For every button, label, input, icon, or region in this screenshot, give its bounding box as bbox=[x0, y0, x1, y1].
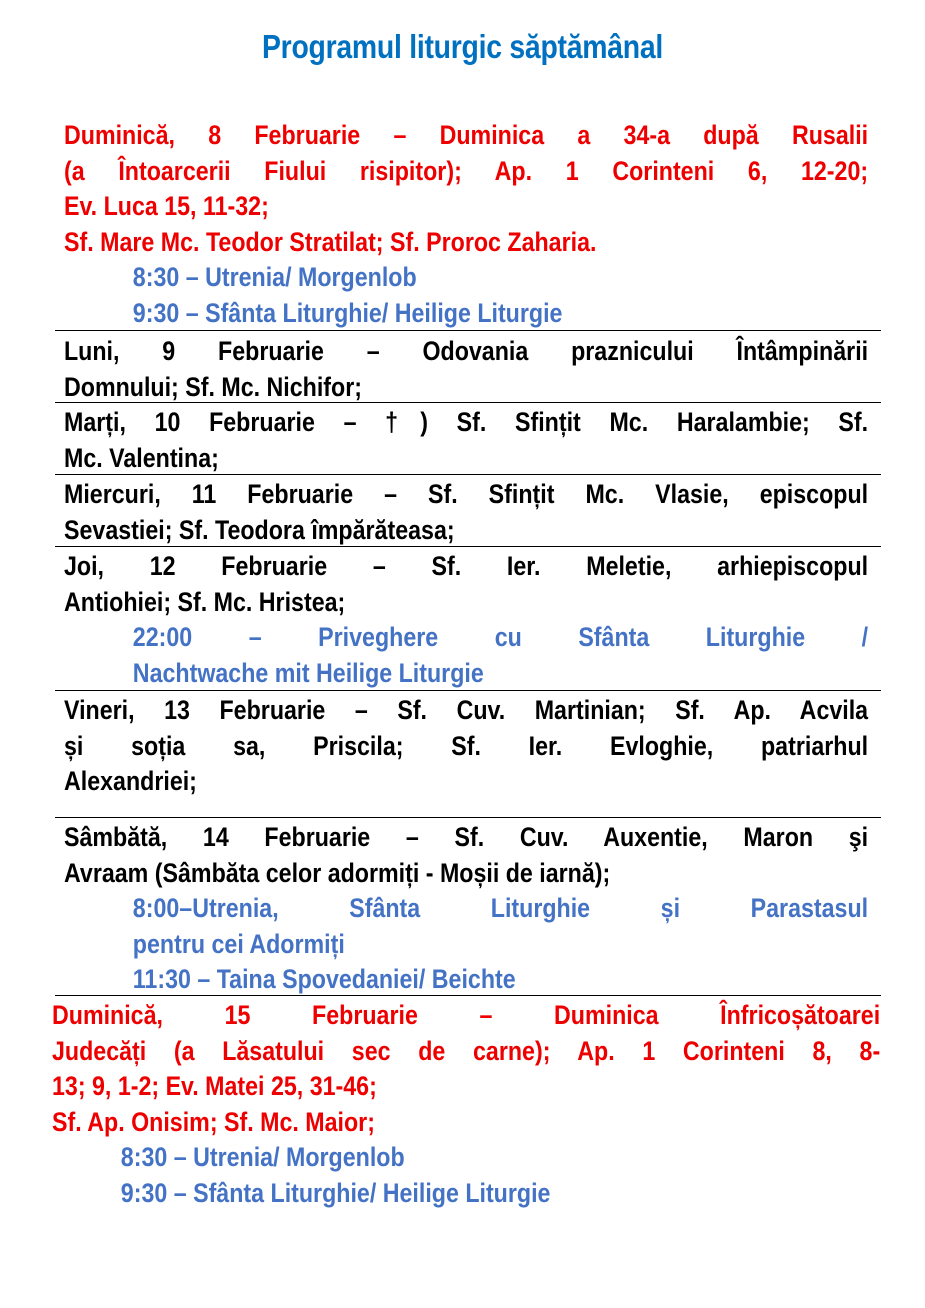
day-entry-wednesday-11 bbox=[64, 477, 868, 548]
day-entry-sunday-15 bbox=[52, 998, 880, 1211]
day-entry-friday-13 bbox=[64, 693, 868, 800]
day-line: Sâmbătă, 14 Februarie – Sf. Cuv. Auxentie, Maron şi bbox=[64, 822, 869, 852]
service-line: 9:30 – Sfânta Liturghie/ Heilige Liturgie bbox=[120, 1177, 551, 1208]
day-line: Alexandriei; bbox=[64, 766, 197, 796]
day-line: Judecăți (a Lăsatului sec de carne); Ap. 1 Corinteni 8, 8- bbox=[52, 1035, 881, 1066]
divider bbox=[55, 330, 881, 331]
day-entry-thursday-12 bbox=[64, 549, 868, 691]
divider bbox=[55, 817, 881, 818]
service-line: 11:30 – Taina Spovedaniei/ Beichte bbox=[132, 964, 516, 994]
day-line: Vineri, 13 Februarie – Sf. Cuv. Martinian; Sf. Ap. Acvila bbox=[64, 695, 869, 725]
service-line: 8:00–Utrenia, Sfânta Liturghie și Parastasul bbox=[132, 893, 869, 923]
page-title: Programul liturgic săptămânal bbox=[261, 28, 663, 65]
day-line: Ev. Luca 15, 11-32; bbox=[64, 191, 269, 221]
day-line: Joi, 12 Februarie – Sf. Ier. Meletie, arhiepiscopul bbox=[64, 551, 869, 581]
day-entry-tuesday-10 bbox=[64, 405, 868, 476]
service-line: 8:30 – Utrenia/ Morgenlob bbox=[120, 1142, 405, 1172]
day-line: (a Întoarcerii Fiului risipitor); Ap. 1 Corinteni 6, 12-20; bbox=[64, 155, 869, 186]
divider bbox=[55, 546, 881, 547]
day-line: Duminică, 8 Februarie – Duminica a 34-a după Rusalii bbox=[64, 120, 869, 150]
divider bbox=[55, 402, 881, 403]
divider bbox=[55, 995, 881, 996]
day-line: Marți, 10 Februarie – †) Sf. Sfințit Mc. Haralambie; Sf. bbox=[64, 407, 869, 437]
day-line: Miercuri, 11 Februarie – Sf. Sfințit Mc. Vlasie, episcopul bbox=[64, 479, 869, 509]
day-line: Mc. Valentina; bbox=[64, 442, 219, 473]
day-line: Luni, 9 Februarie – Odovania praznicului Întâmpinării bbox=[64, 336, 869, 366]
day-line: Avraam (Sâmbăta celor adormiți - Moșii de iarnă); bbox=[64, 857, 611, 888]
day-entry-sunday-8 bbox=[64, 118, 868, 331]
day-entry-monday-9 bbox=[64, 334, 868, 405]
day-line: Antiohiei; Sf. Mc. Hristea; bbox=[64, 586, 346, 617]
service-line: 22:00 – Priveghere cu Sfânta Liturghie / bbox=[132, 622, 869, 652]
day-line: 13; 9, 1-2; Ev. Matei 25, 31-46; bbox=[52, 1071, 377, 1101]
day-line: și soția sa, Priscila; Sf. Ier. Evloghie, patriarhul bbox=[64, 730, 869, 761]
service-line: Nachtwache mit Heilige Liturgie bbox=[132, 657, 484, 688]
service-line: 8:30 – Utrenia/ Morgenlob bbox=[132, 262, 417, 292]
day-entry-saturday-14 bbox=[64, 820, 868, 998]
day-line: Sevastiei; Sf. Teodora împărăteasa; bbox=[64, 514, 455, 545]
divider bbox=[55, 474, 881, 475]
day-line: Sf. Ap. Onisim; Sf. Mc. Maior; bbox=[52, 1106, 375, 1137]
service-line: pentru cei Adormiți bbox=[132, 928, 345, 959]
service-line: 9:30 – Sfânta Liturghie/ Heilige Liturgie bbox=[132, 297, 563, 328]
day-line: Domnului; Sf. Mc. Nichifor; bbox=[64, 371, 362, 402]
divider bbox=[55, 690, 881, 691]
day-line: Duminică, 15 Februarie – Duminica Înfricoșătoarei bbox=[52, 1000, 881, 1030]
day-line: Sf. Mare Mc. Teodor Stratilat; Sf. Proroc Zaharia. bbox=[64, 226, 597, 257]
